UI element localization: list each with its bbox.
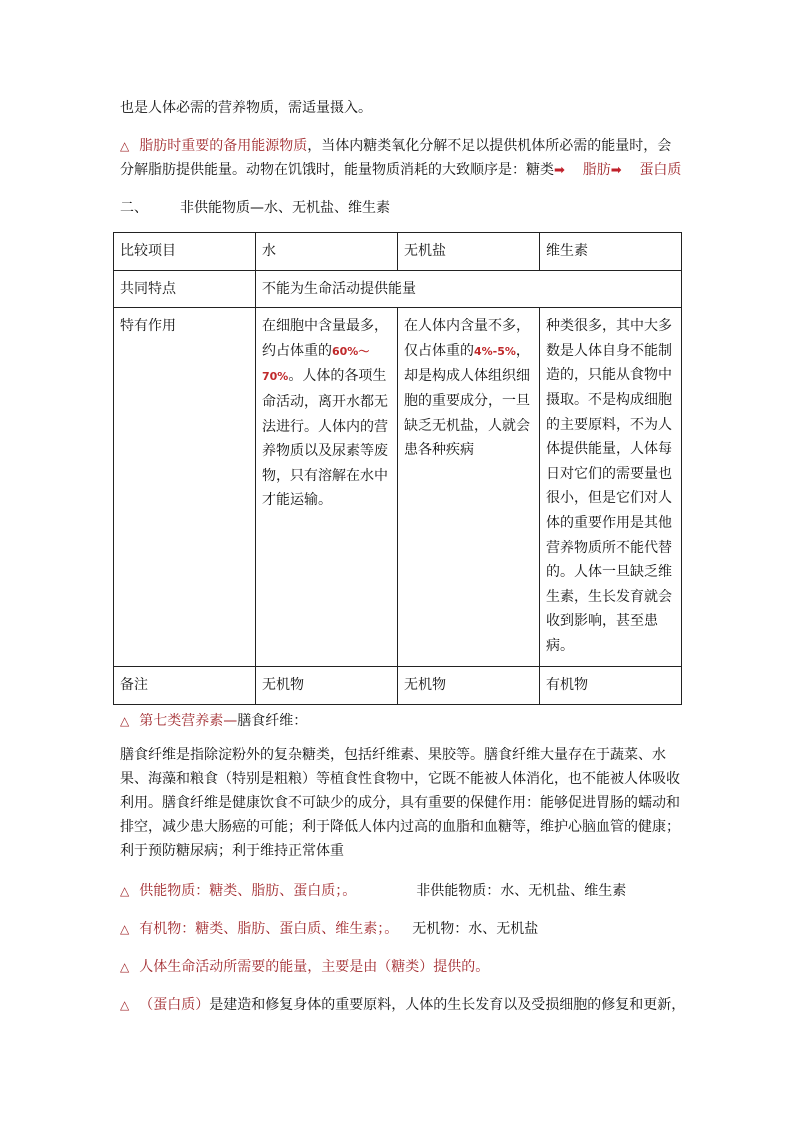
salt-text-1: 在人体内含量不多，仅占体重的 (404, 318, 530, 359)
comparison-table (113, 232, 682, 705)
section-heading (120, 199, 390, 217)
summary-1-red: 供能物质：糖类、脂肪、蛋白质；。 (139, 883, 357, 899)
fat-note-text-2: 分解脂肪提供能量。动物在饥饿时，能量物质消耗的大致顺序是： (120, 162, 526, 178)
water-text-1: 在细胞中含量最多，约占体重的 (262, 318, 388, 359)
fiber-heading (120, 712, 307, 730)
summary-line-3 (120, 958, 489, 976)
summary-2-text: 无机物：水、无机盐 (412, 921, 539, 937)
right-arrow-icon: ➡ (554, 163, 565, 178)
vitamin-cell: 种类很多，其中大多数是人体自身不能制造的，只能从食物中摄取。不是构成细胞的主要原料，不为人体提供能量，人体每日对它们的需要量也很小，但是它们对人体的重要作用是其他营养物质所不能代替的。人体一旦缺乏维生素，生长发育就会收到影响，甚至患病。 (540, 308, 682, 667)
water-text-2: 。人体的各项生命活动，离开水都无法进行。人体内的营养物质以及尿素等废物，只有溶解在水中才能运输。 (262, 368, 388, 509)
warning-triangle-icon: △ (120, 998, 130, 1012)
summary-line-1 (120, 882, 626, 900)
summary-2-red: 有机物：糖类、脂肪、蛋白质、维生素；。 (139, 921, 399, 937)
warning-triangle-icon: △ (120, 884, 130, 898)
intro-line: 也是人体必需的营养物质，需适量摄入。 (120, 100, 372, 116)
note-label: 备注 (114, 667, 256, 705)
table-row-special (114, 308, 682, 667)
salt-text-2: ，却是构成人体组织细胞的重要成分，一旦缺乏无机盐，人就会患各种疾病 (404, 342, 530, 459)
fat-note-line1 (120, 137, 671, 155)
fat-note-highlight: 脂肪时重要的备用能源物质 (139, 138, 308, 154)
section-number: 二、 (120, 200, 148, 216)
fiber-heading-red: 第七类营养素— (139, 713, 238, 729)
summary-1-text: 非供能物质：水、无机盐、维生素 (416, 883, 627, 899)
summary-line-4 (120, 996, 685, 1014)
summary-3-red: 人体生命活动所需要的能量，主要是由（糖类）提供的。 (139, 959, 490, 975)
energy-seq-carbs: 糖类 (526, 162, 554, 178)
summary-4-text: 是建造和修复身体的重要原料，人体的生长发育以及受损细胞的修复和更新， (209, 997, 686, 1013)
salt-percentage: 4%-5% (474, 344, 516, 358)
header-cell-water: 水 (256, 233, 398, 271)
note-vitamin: 有机物 (540, 667, 682, 705)
warning-triangle-icon: △ (120, 714, 130, 728)
table-header-row (114, 233, 682, 271)
salt-cell (398, 308, 540, 667)
summary-4-red: （蛋白质） (139, 997, 210, 1013)
energy-seq-fat: 脂肪 (582, 162, 611, 178)
common-label: 共同特点 (114, 270, 256, 308)
warning-triangle-icon: △ (120, 139, 130, 153)
header-cell-vitamin: 维生素 (540, 233, 682, 271)
warning-triangle-icon: △ (120, 960, 130, 974)
water-percentage: 60%～70% (262, 344, 370, 384)
water-cell (256, 308, 398, 667)
section-title: 非供能物质—水、无机盐、维生素 (180, 200, 390, 216)
fiber-heading-text: 膳食纤维： (237, 713, 308, 729)
header-cell-item: 比较项目 (114, 233, 256, 271)
common-value: 不能为生命活动提供能量 (256, 270, 682, 308)
fiber-paragraph: 膳食纤维是指除淀粉外的复杂糖类，包括纤维素、果胶等。膳食纤维大量存在于蔬菜、水果、海藻和粮食（特别是粗粮）等植食性食物中，它既不能被人体消化，也不能被人体吸收利用。膳食纤维是健康饮食不可缺少的成分，具有重要的保健作用：能够促进胃肠的蠕动和排空，减少患大肠癌的可能；利于降低人体内过高的血脂和血糖等，维护心脑血管的健康；利于预防糖尿病；利于维持正常体重 (120, 747, 680, 859)
right-arrow-icon: ➡ (610, 163, 622, 178)
header-cell-salt: 无机盐 (398, 233, 540, 271)
fat-note-text: ，当体内糖类氧化分解不足以提供机体所必需的能量时，会 (307, 138, 672, 154)
table-row-common (114, 270, 682, 308)
warning-triangle-icon: △ (120, 922, 130, 936)
energy-seq-protein: 蛋白质 (639, 162, 682, 178)
summary-line-2 (120, 920, 538, 938)
fat-note-line2 (120, 161, 681, 180)
table-row-note (114, 667, 682, 705)
special-label: 特有作用 (114, 308, 256, 667)
note-salt: 无机物 (398, 667, 540, 705)
note-water: 无机物 (256, 667, 398, 705)
